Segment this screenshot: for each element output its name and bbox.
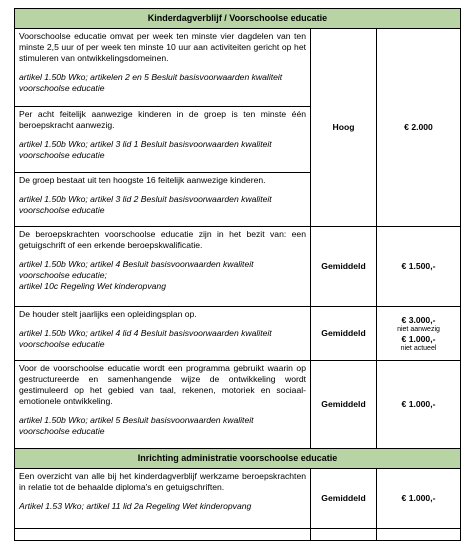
table-row: [15, 469, 461, 529]
legal-reference: artikel 1.50b Wko; artikel 4 lid 4 Besluit basisvoorwaarden kwaliteit voorschoolse educatie: [19, 328, 272, 349]
requirement-text: De groep bestaat uit ten hoogste 16 feitelijk aanwezige kinderen.: [19, 175, 266, 185]
table-row: [15, 361, 461, 449]
risk-cell: Hoog: [311, 29, 377, 227]
requirement-text: Voorschoolse educatie omvat per week ten minste vier dagdelen van ten minste 2,5 uur of per week ten minste 10 uur aan activiteiten gericht op het stimuleren van ontwikkelingsdomeinen.: [19, 31, 306, 63]
legal-reference: artikel 10c Regeling Wet kinderopvang: [19, 281, 166, 291]
empty-cell: [311, 529, 377, 541]
requirement-cell: [15, 173, 311, 227]
fine-amount-cell: € 1.000,-: [377, 361, 461, 449]
requirement-cell: [15, 361, 311, 449]
risk-cell: Gemiddeld: [311, 227, 377, 307]
legal-reference: artikel 1.50b Wko; artikel 5 Besluit basisvoorwaarden kwaliteit voorschoolse educatie: [19, 415, 254, 436]
requirement-text: Per acht feitelijk aanwezige kinderen in de groep is ten minste één beroepskracht aanwezig.: [19, 109, 306, 130]
requirement-cell: [15, 107, 311, 173]
risk-cell: Gemiddeld: [311, 469, 377, 529]
fine-amount-cell: € 1.500,-: [377, 227, 461, 307]
table-row: [15, 29, 461, 107]
legal-reference: artikel 1.50b Wko; artikel 4 Besluit basisvoorwaarden kwaliteit voorschoolse educatie;: [19, 259, 254, 280]
section-title-kdv: Kinderdagverblijf / Voorschoolse educatie: [15, 9, 461, 29]
fine-amount: € 3.000,-: [401, 314, 436, 325]
risk-cell: Gemiddeld: [311, 307, 377, 361]
risk-cell: Gemiddeld: [311, 361, 377, 449]
legal-reference: artikel 1.50b Wko; artikelen 2 en 5 Besluit basisvoorwaarden kwaliteit voorschoolse educatie: [19, 72, 283, 93]
fine-table: [14, 8, 461, 541]
table-row: [15, 227, 461, 307]
requirement-cell: [15, 29, 311, 107]
table-row: [15, 307, 461, 361]
fine-amount-cell: € 1.000,-: [377, 469, 461, 529]
fine-note: niet aanwezig: [397, 325, 440, 333]
fine-table-container: [14, 8, 460, 541]
fine-amount: € 1.000,-: [401, 333, 436, 344]
fine-amount-cell: € 2.000: [377, 29, 461, 227]
section-header-row: [15, 9, 461, 29]
empty-cell: [15, 529, 311, 541]
requirement-cell: [15, 307, 311, 361]
fine-note: niet actueel: [400, 344, 437, 352]
section-title-administratie: Inrichting administratie voorschoolse educatie: [15, 449, 461, 469]
legal-reference: Artikel 1.53 Wko; artikel 11 lid 2a Regeling Wet kinderopvang: [19, 501, 252, 511]
requirement-text: De houder stelt jaarlijks een opleidingsplan op.: [19, 309, 197, 319]
requirement-text: Voor de voorschoolse educatie wordt een programma gebruikt waarin op gestructureerde en samenhangende wijze de ontwikkeling wordt gestimuleerd op het gebied van taal, rekenen, motoriek en sociaal-emotionele ontwikkeling.: [19, 363, 306, 406]
section-header-row: [15, 449, 461, 469]
requirement-cell: [15, 227, 311, 307]
empty-cell: [377, 529, 461, 541]
table-row-empty: [15, 529, 461, 541]
legal-reference: artikel 1.50b Wko; artikel 3 lid 1 Besluit basisvoorwaarden kwaliteit voorschoolse educatie: [19, 139, 272, 160]
requirement-text: Een overzicht van alle bij het kinderdagverblijf werkzame beroepskrachten in relatie tot de behaalde diploma's en getuigschriften.: [19, 471, 306, 492]
fine-amount-cell: [377, 307, 461, 361]
requirement-text: De beroepskrachten voorschoolse educatie zijn in het bezit van: een getuigschrift of een erkende beroepskwalificatie.: [19, 229, 306, 250]
legal-reference: artikel 1.50b Wko; artikel 3 lid 2 Besluit basisvoorwaarden kwaliteit voorschoolse educatie: [19, 194, 272, 215]
requirement-cell: [15, 469, 311, 529]
